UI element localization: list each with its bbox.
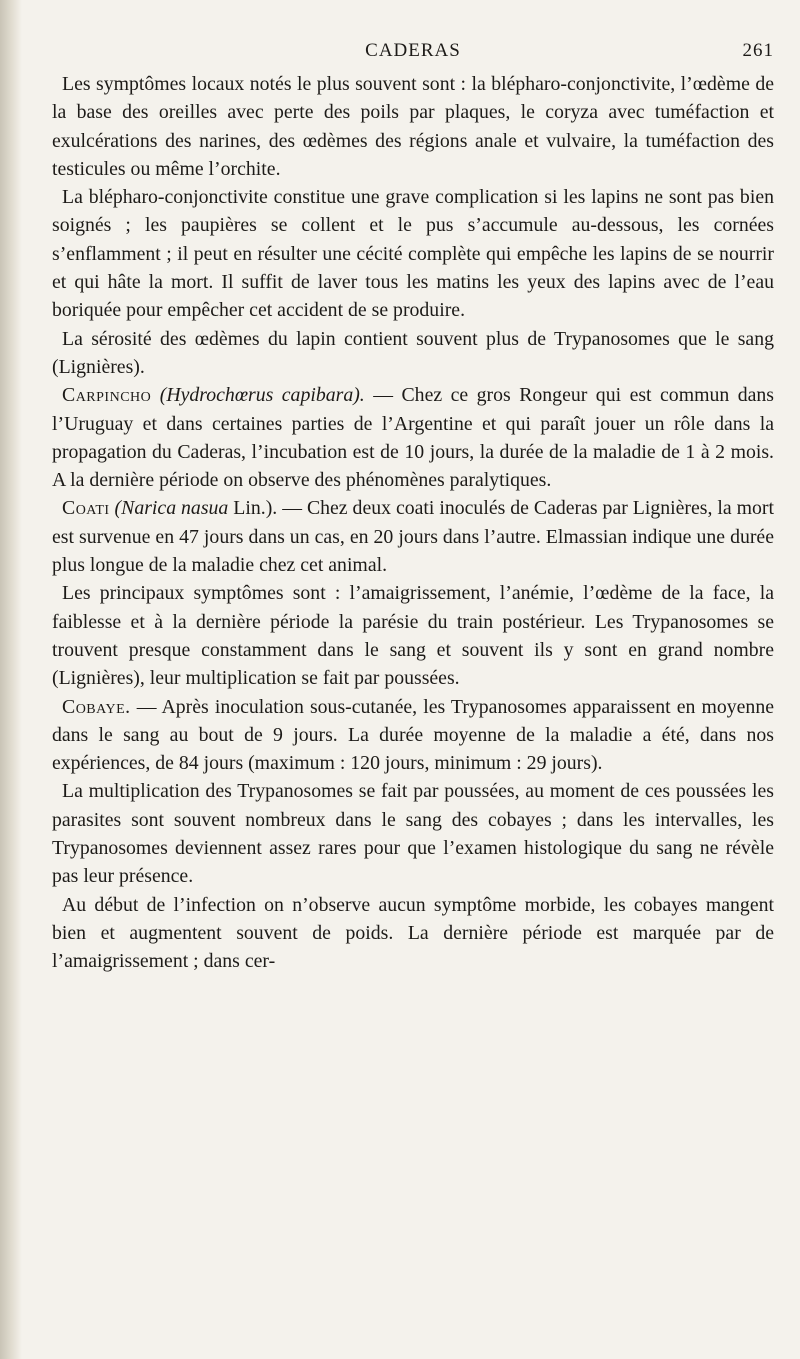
cobaye-text: — Après inoculation sous-cutanée, les Trypanosomes apparaissent en moyenne dans le sang au bout de 9 jours. La durée moyenne de la maladie a été, dans nos expériences, de 84 jours (maximum : 120 jours, minimum : 29 jours). <box>52 695 774 775</box>
term-cobaye: Cobaye. <box>62 695 131 718</box>
paragraph-multiplication: La multiplication des Trypanosomes se fait par poussées, au moment de ces poussées les parasites sont souvent nombreux dans le sang des cobayes ; dans les intervalles, les Trypanosomes deviennent assez rares pour que l’examen histologique du sang ne révèle pas leur présence. <box>52 780 774 888</box>
paragraph-blepharo-conjunctivitis: La blépharo-conjonctivite constitue une grave complication si les lapins ne sont pas bien soignés ; les paupières se collent et le pus s’accumule au-dessous, les cornées s’enflamment ; il peut en résulter une cécité complète qui empêche les lapins de se nourrir et qui hâte la mort. Il suffit de laver tous les matins les yeux des lapins avec de l’eau boriquée pour empêcher cet accident de se produire. <box>52 186 774 322</box>
paragraph-local-symptoms: Les symptômes locaux notés le plus souvent sont : la blépharo-conjonctivite, l’œdème de la base des oreilles avec perte des poils par plaques, le coryza avec tuméfaction et exulcérations des narines, des œdèmes des régions anale et vulvaire, la tuméfaction des testicules ou même l’orchite. <box>52 73 774 180</box>
running-head <box>52 40 774 70</box>
coati-text: — Chez deux coati inoculés de Caderas par Lignières, la mort est survenue en 47 jours dans un cas, en 20 jours dans l’autre. Elmassian indique une durée plus longue de la maladie chez cet animal. <box>52 497 774 577</box>
running-title: CADERAS <box>365 40 461 61</box>
paragraph-cobaye <box>52 693 774 778</box>
term-carpincho: Carpincho <box>62 384 152 407</box>
latin-name-carpincho: (Hydrochœrus capibara). <box>159 384 365 407</box>
binding-shadow <box>0 0 22 1359</box>
latin-name-coati: (Narica nasua <box>114 497 229 520</box>
paragraph-carpincho <box>52 381 774 494</box>
body-text <box>52 70 774 976</box>
paragraph-coati <box>52 494 774 579</box>
paragraph-main-symptoms: Les principaux symptômes sont : l’amaigrissement, l’anémie, l’œdème de la face, la faiblesse et à la dernière période la parésie du train postérieur. Les Trypanosomes se trouvent presque constamment dans le sang et souvent ils y sont en grand nombre (Lignières), leur multiplication se fait par poussées. <box>52 582 774 690</box>
book-page <box>52 40 774 976</box>
page-number: 261 <box>742 40 774 61</box>
paragraph-infection-onset: Au début de l’infection on n’observe aucun symptôme morbide, les cobayes mangent bien et augmentent souvent de poids. La dernière période est marquée par de l’amaigrissement ; dans cer- <box>52 893 774 973</box>
coati-authority: Lin.). <box>228 497 278 520</box>
paragraph-oedema-serosity: La sérosité des œdèmes du lapin contient souvent plus de Trypanosomes que le sang (Lignières). <box>52 327 774 378</box>
carpincho-text: — Chez ce gros Rongeur qui est commun dans l’Uruguay et dans certaines parties de l’Argentine et qui paraît jouer un rôle dans la propagation du Caderas, l’incubation est de 10 jours, la durée de la maladie de 1 à 2 mois. A la dernière période on observe des phénomènes paralytiques. <box>52 384 774 492</box>
term-coati: Coati <box>62 497 110 520</box>
